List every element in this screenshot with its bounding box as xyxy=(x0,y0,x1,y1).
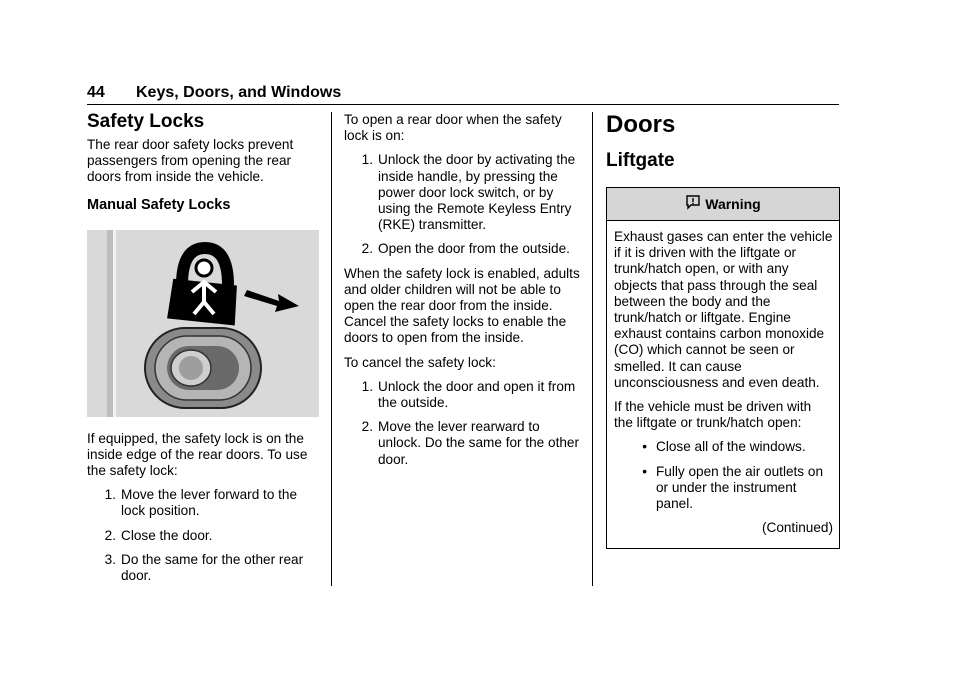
warning-header xyxy=(607,188,839,221)
liftgate-heading: Liftgate xyxy=(606,150,675,171)
column-1 xyxy=(87,112,323,592)
bullet-text: Close all of the windows. xyxy=(656,439,806,455)
safety-lock-illustration xyxy=(87,230,319,417)
column-divider-1 xyxy=(331,112,332,586)
warning-title: Warning xyxy=(705,195,761,212)
column-2 xyxy=(344,112,580,476)
cancel-intro: To cancel the safety lock: xyxy=(344,354,496,370)
step-text: Move the lever rearward to unlock. Do the same for the other door. xyxy=(378,419,579,467)
step-number: 2. xyxy=(361,241,373,257)
list-item xyxy=(87,552,323,584)
step-number: 2. xyxy=(104,527,116,543)
bullet-mark: • xyxy=(642,439,647,455)
intro-paragraph: The rear door safety locks prevent passengers from opening the rear doors from inside the vehicle. xyxy=(87,137,294,185)
chapter-title: Keys, Doors, and Windows xyxy=(136,84,342,101)
list-item xyxy=(614,439,833,455)
subsection-heading: Manual Safety Locks xyxy=(87,196,231,213)
warning-box xyxy=(606,187,840,549)
bullet-mark: • xyxy=(642,463,647,479)
list-item xyxy=(344,241,580,257)
lock-lever xyxy=(145,328,261,408)
open-door-intro: To open a rear door when the safety lock is on: xyxy=(344,112,562,144)
safety-lock-figure xyxy=(87,230,319,417)
bullet-text: Fully open the air outlets on or under the instrument panel. xyxy=(656,463,824,512)
step-number: 2. xyxy=(361,419,373,435)
list-item xyxy=(344,152,580,233)
step-text: Close the door. xyxy=(121,527,213,543)
step-text: Open the door from the outside. xyxy=(378,241,570,257)
column-3 xyxy=(606,112,840,549)
page-header xyxy=(87,84,839,105)
column-divider-2 xyxy=(592,112,593,586)
figure-caption-paragraph: If equipped, the safety lock is on the inside edge of the rear doors. To use the safety lock: xyxy=(87,430,308,479)
doors-heading: Doors xyxy=(606,111,676,138)
continued-label: (Continued) xyxy=(761,520,833,536)
warning-paragraph: If the vehicle must be driven with the liftgate or trunk/hatch open: xyxy=(614,399,812,431)
list-item xyxy=(614,464,833,513)
step-number: 1. xyxy=(104,487,116,503)
safety-lock-paragraph: When the safety lock is enabled, adults and older children will not be able to open the rear door from the inside. Cancel the safety locks to enable the doors to open from the inside. xyxy=(344,265,580,346)
warning-paragraph: Exhaust gases can enter the vehicle if it is driven with the liftgate or trunk/hatch open, or with any objects that pass through the seal between the body and the trunk/hatch or liftgate. Engine exhaust contains carbon monoxide (CO) which cannot be seen or smelled. It can cause unconsciousness and even death. xyxy=(614,229,833,390)
step-number: 3. xyxy=(104,551,116,567)
warning-icon xyxy=(685,194,701,213)
step-text: Move the lever forward to the lock position. xyxy=(121,487,298,519)
step-text: Unlock the door and open it from the outside. xyxy=(378,378,576,411)
list-item xyxy=(87,528,323,544)
section-heading: Safety Locks xyxy=(87,111,205,132)
step-number: 1. xyxy=(361,378,373,394)
warning-body xyxy=(607,221,839,548)
list-item xyxy=(87,487,323,519)
list-item xyxy=(344,379,580,411)
page-number: 44 xyxy=(87,84,105,101)
list-item xyxy=(344,419,580,468)
step-number: 1. xyxy=(361,152,373,168)
step-text: Do the same for the other rear door. xyxy=(121,551,304,584)
step-text: Unlock the door by activating the inside handle, by pressing the power door lock switch, or by using the Remote Keyless Entry (RKE) transmitter. xyxy=(378,152,576,233)
